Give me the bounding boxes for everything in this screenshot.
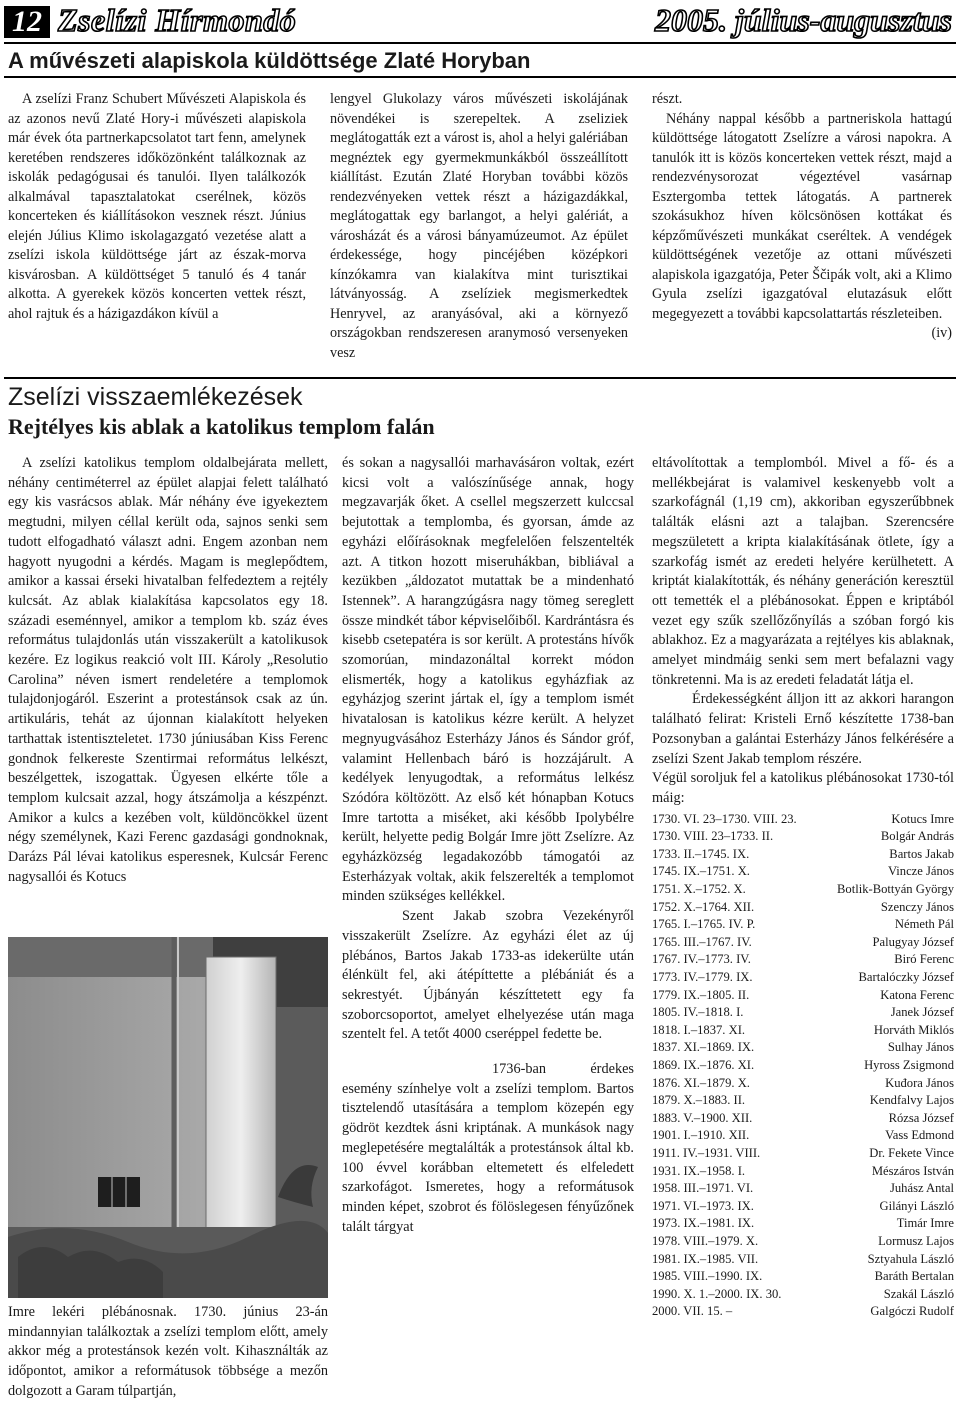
- list-item: [652, 1268, 954, 1286]
- paragraph: 1736-ban érdekes esemény színhelye volt a zselízi templom. Bartos tisztelendő utasítására a templom közepén egy gödröt kezdtek ásni kriptának. A munkások nagy meglepetésére megtalálták a protestánsok által kb. 100 évvel korábban eltemetett és elfeledett szarkofágot. Ismeretes, hogy a reformátusok minden képet, szobrot és fölöslegesen fényűzőnek talált tárgyat: [342, 1061, 634, 1235]
- paragraph: részt.: [652, 91, 683, 107]
- priest-name: Kuđora János: [885, 1075, 954, 1090]
- list-item: [652, 969, 954, 987]
- paragraph: [652, 110, 952, 341]
- priest-name: Galgóczi Rudolf: [870, 1304, 954, 1319]
- church-wall-photo: [8, 937, 328, 1298]
- priest-period: 1779. IX.–1805. II.: [652, 987, 750, 1002]
- priest-period: 1751. X.–1752. X.: [652, 882, 746, 897]
- priest-period: 1981. IX.–1985. VII.: [652, 1251, 759, 1266]
- priest-period: 1765. III.–1767. IV.: [652, 934, 752, 949]
- priest-period: 1879. X.–1883. II.: [652, 1093, 746, 1108]
- list-item: [652, 987, 954, 1005]
- priest-name: Botlik-Bottyán György: [837, 882, 954, 897]
- paragraph: [342, 907, 634, 1045]
- priest-name: Vincze János: [887, 864, 954, 879]
- article1-column-1: [8, 90, 306, 324]
- priest-name: Vass Edmond: [885, 1128, 954, 1143]
- priest-period: 1745. IX.–1751. X.: [652, 864, 750, 879]
- priest-period: 1958. III.–1971. VI.: [652, 1181, 754, 1196]
- priest-period: 1730. VI. 23–1730. VIII. 23.: [652, 811, 797, 826]
- list-item: [652, 881, 954, 899]
- list-item: [652, 1286, 954, 1304]
- publication-title: Zselízi Hírmondó: [58, 2, 297, 38]
- priest-name: Rózsa József: [888, 1110, 954, 1125]
- priest-period: 1869. IX.–1876. XI.: [652, 1057, 755, 1072]
- priest-name: Katona Ferenc: [880, 987, 954, 1002]
- priest-period: 1752. X.–1764. XII.: [652, 899, 755, 914]
- list-item: [652, 1092, 954, 1110]
- list-item: [652, 934, 954, 952]
- list-item: [652, 1303, 954, 1321]
- article-title: Rejtélyes kis ablak a katolikus templom falán: [8, 414, 435, 439]
- page-number: 12: [4, 6, 50, 38]
- list-item: [652, 951, 954, 969]
- priest-name: Palugyay József: [872, 934, 954, 949]
- title-rule: [4, 76, 956, 78]
- list-item: [652, 1075, 954, 1093]
- page-header: [0, 0, 960, 44]
- priest-period: 1901. I.–1910. XII.: [652, 1128, 750, 1143]
- list-item: [652, 811, 954, 829]
- paragraph: eltávolítottak a templomból. Mivel a fő- és a mellékbejárat is valamivel keskenyebb volt a szarkofágnál (1,19 cm), akkoriban egyszerűbbnek találták elásni azt a talajban. Szerencsére megszületett a kripta kialakításának ötlete, így a szarkofág ismét az eredeti helyére kerülhetett. A kriptát kialakították, és néhány generáción keresztül ott temették el a plébánosokat. Éppen e kriptából vezet egy szűk szellőzőnyílás a szóban forgó kis ablakhoz. Ez a magyarázata a rejtélyes kis ablaknak, amelyet mindmáig senki sem mert befalazni vagy tönkretenni. Ma is az eredeti feladatát látja el.: [652, 455, 954, 688]
- paragraph: és sokan a nagysallói marhavásáron voltak, ezért kicsi volt a valószínűsége annak, hogy megzavarják őket. A csellel megszerzett kulccsal bejutottak a templomba, és gyorsan, ámde az egyházi előírásoknak megfelelően felszentelték azt. A titkon hozott miseruhákban, bibliával a kezükben „áldozatot mutattak be a mindenható Istennek”. A harangzúgásra nagy tömeg sereglett össze mindkét tábor képviselőiből. Kardrántásra és kisebb csetepatéra is sor került. A protestáns hívők szomorúan, mindazonáltal korrekt módon elismerték, hogy a katolikus egyházfiak az egyházjog szerint jártak el, így a templom ismét hivatalosan is katolikus kézre került. A helyzet megnyugvásához Esterházy János és Sándor gróf, valamint Hellenbach báró is hozzájárult. A kedélyek lenyugodtak, a református lelkész Szódóra költözött. Az első két hónapban Kotucs Imre tartotta a miséket, aki később Ipolybélre került, helyette pedig Bolgár Imre jött Zselízre. Az egyházközség legadakozóbb támogatói az Esterházyak voltak, akik felszerelték a templomot minden szükséges kellékkel.: [342, 455, 634, 905]
- article2-column-2-continued: [342, 1060, 634, 1237]
- list-item: [652, 899, 954, 917]
- list-item: [652, 846, 954, 864]
- priest-period: 1767. IV.–1773. IV.: [652, 952, 751, 967]
- article2-column-1: [8, 454, 328, 887]
- priest-period: 1985. VIII.–1990. IX.: [652, 1269, 763, 1284]
- list-item: [652, 1145, 954, 1163]
- priest-name: Bolgár András: [880, 829, 954, 844]
- list-item: [652, 1163, 954, 1181]
- list-item: [652, 828, 954, 846]
- list-item: [652, 1110, 954, 1128]
- priest-period: 1765. I.–1765. IV. P.: [652, 917, 756, 932]
- priest-name: Janek József: [890, 1005, 954, 1020]
- list-item: [652, 863, 954, 881]
- paragraph: A zselízi Franz Schubert Művészeti Alapiskola és az azonos nevű Zlaté Hory-i művészeti alapiskola már évek óta partnerkapcsolatot tart fenn, amelynek keretében rendszeres időközönként találkoznak az iskolák pedagógusai és tanulói. Ilyen találkozók alkalmával tapasztalatokat cserélnek, közös koncerteken és kiállításokon vesznek részt. Június elején Július Klimo iskolagazgató vezetése alatt a zselízi iskola küldöttsége járt az észak-morva kisvárosban. A küldöttséget 5 tanuló és 4 tanár alkotta. A gyerekek közös koncerten vettek részt, ahol rajtuk és a házigazdákon kívül a: [8, 91, 306, 322]
- priest-name: Kendfalvy Lajos: [869, 1093, 954, 1108]
- priest-name: Biró Ferenc: [894, 952, 954, 967]
- article1-column-3: [652, 90, 952, 344]
- article-title: A művészeti alapiskola küldöttsége Zlaté Horyban: [8, 48, 531, 73]
- priest-name: Szenczy János: [880, 899, 954, 914]
- list-item: [652, 1233, 954, 1251]
- paragraph-text: Szent Jakab szobra Vezekényről visszakerült Zselízre. Az egyházi élet az új plébános, Bartos Jakab 1733-as idekerülte után élénkült fel, aki átépíttette a plébániát és a sekrestyét. Újbányán készíttetett egy fa szoborcsoportot, amelyet elhelyezése után maga szentelt fel. A tetőt 4000 cseréppel fedette be.: [342, 908, 634, 1043]
- church-window-image: [8, 937, 328, 1298]
- priest-period: 1818. I.–1837. XI.: [652, 1022, 746, 1037]
- priest-name: Sulhay János: [887, 1040, 954, 1055]
- paragraph: Imre lekéri plébánosnak. 1730. június 23-án mindannyian találkoztak a zselízi templom előtt, amely akkor még a protestánsok kezén volt. Kihasználták az időpontot, amikor a reformátusok többsége a mezőn dolgozott a Garam túlpartján,: [8, 1304, 328, 1399]
- paragraph: Végül soroljuk fel a katolikus plébánosokat 1730-tól máig:: [652, 770, 954, 806]
- priest-period: 1931. IX.–1958. I.: [652, 1163, 746, 1178]
- list-item: [652, 1127, 954, 1145]
- priest-name: Kotucs Imre: [891, 811, 954, 826]
- priest-period: 1971. VI.–1973. IX.: [652, 1198, 754, 1213]
- priest-name: Horváth Miklós: [873, 1022, 954, 1037]
- priest-name: Németh Pál: [894, 917, 954, 932]
- list-item: [652, 1180, 954, 1198]
- priest-period: 1876. XI.–1879. X.: [652, 1075, 750, 1090]
- author-signature: (iv): [931, 325, 952, 341]
- list-item: [652, 1039, 954, 1057]
- priest-name: Szakál László: [883, 1286, 954, 1301]
- issue-date: 2005. július-augusztus: [654, 2, 952, 38]
- priest-period: 1973. IX.–1981. IX.: [652, 1216, 755, 1231]
- priest-period: 1883. V.–1900. XII.: [652, 1110, 753, 1125]
- priest-name: Sztyahula László: [867, 1251, 954, 1266]
- article2-column-2: [342, 454, 634, 1045]
- priest-name: Bartos Jakab: [889, 846, 954, 861]
- list-item: [652, 1198, 954, 1216]
- list-item: [652, 1004, 954, 1022]
- list-item: [652, 1251, 954, 1269]
- priest-period: 1911. IV.–1931. VIII.: [652, 1145, 761, 1160]
- priest-period: 1730. VIII. 23–1733. II.: [652, 829, 774, 844]
- priest-name: Dr. Fekete Vince: [869, 1145, 954, 1160]
- priest-period: 1773. IV.–1779. IX.: [652, 970, 753, 984]
- priest-period: 1978. VIII.–1979. X.: [652, 1233, 759, 1248]
- paragraph: Érdekességként álljon itt az akkori harangon található felirat: Kristeli Ernő készítette 1738-ban Pozsonyban a galántai Esterházy János felkérésére a zselízi Szent Jakab templom részére.: [652, 691, 954, 767]
- paragraph-text: Néhány nappal később a partneriskola hattagú küldöttsége látogatott Zselízre a városi napokra. A tanulók itt is közös koncerteken vettek részt, majd a rendezvénysorozat végeztével vasárnap Esztergomba tettek látogatás. A partnerek szokásukhoz híven kölcsönösen kottákat és képzőművészeti munkákat cseréltek. A vendégek küldöttségének vezetője az ottani művészeti alapiskola igazgatója, Peter Ščipák volt, aki a Klimo Gyula zselízi igazgatóval elutazásuk előtt megegyezett a további kapcsolattartás részleteiben.: [652, 110, 952, 322]
- priest-name: Juhász Antal: [889, 1181, 954, 1196]
- priest-name: Gilányi László: [879, 1198, 954, 1213]
- priest-period: 1733. II.–1745. IX.: [652, 846, 750, 861]
- priest-name: Bartalóczky József: [858, 970, 954, 984]
- paragraph: A zselízi katolikus templom oldalbejárata mellett, néhány centiméterrel az épület alapjai felett található egy kis vasrácsos ablak. Már néhány éve igyekeztem megtudni, milyen céllal került oda, sajnos senki sem tudott elfogadható választ adni. Engem azonban nem hagyott nyugodni a kérdés. Magam is meglepődtem, amikor a kassai érseki hivatalban felfedeztem a rejtély kulcsát. Az ablak kialakítása kapcsolatos egy 18. századi eseménnyel, amikor a templom kb. száz éves református tulajdonlás után visszakerült a katolikusok kezére. Ez logikus reakció volt III. Károly „Resolutio Carolina” néven ismert rendeletére a templomok tulajdonjogáról. Eszerint a protestánsok csak az ún. artikuláris, tehát az újonnan kialakított helyeken tarthattak istentiszteletet. 1730 júniusában Kiss Ferenc gondnok felkereste Szentirmai református lelkészt, beszélgettek, iszogattak. Ügyesen elkérte tőle a templom kulcsait azzal, hogy átszámolja a készpénzt. Amikor a kulcs a kezében volt, küldöncökkel üzent négy személynek, Kazi Ferenc gazdasági gondnoknak, Darázs Pál lévai katolikus esperesnek, Kulcsár Ferenc nagysallói és Kotucs: [8, 455, 328, 885]
- article2-column-3: [652, 454, 954, 1321]
- list-item: [652, 1057, 954, 1075]
- section-kicker: Zselízi visszaemlékezések: [8, 383, 303, 411]
- article2-column-1-continued: [8, 1303, 328, 1402]
- priest-period: 1837. XI.–1869. IX.: [652, 1040, 755, 1055]
- priest-name: Baráth Bertalan: [874, 1269, 954, 1284]
- priest-period: 1805. IV.–1818. I.: [652, 1005, 744, 1020]
- priest-list: [652, 811, 954, 1321]
- priest-name: Mészáros István: [871, 1163, 954, 1178]
- list-item: [652, 916, 954, 934]
- priest-name: Lormusz Lajos: [878, 1233, 954, 1248]
- priest-name: Hyross Zsigmond: [864, 1057, 954, 1072]
- list-item: [652, 1022, 954, 1040]
- priest-name: Timár Imre: [896, 1216, 954, 1231]
- priest-period: 1990. X. 1.–2000. IX. 30.: [652, 1286, 782, 1301]
- header-rule: [4, 42, 956, 44]
- priest-period: 2000. VII. 15. –: [652, 1304, 733, 1319]
- section-rule: [4, 377, 956, 379]
- list-item: [652, 1215, 954, 1233]
- article1-column-2: [330, 90, 628, 363]
- paragraph: lengyel Glukolazy város művészeti iskolájának növendékei is szerepeltek. A zseliziek meglátogatták ezt a várost is, ahol a helyi galériában megnéztek egy gyermekmunkákból összeállított kiállítást. Ezután Zlaté Horyban további közös rendezvényeken vettek részt a házigazdákkal, meglátogattak egy barlangot, a helyi galériát, a városházát és a városi bányamúzeumot. Az épület érdekessége, hogy pincéjében középkori kínzókamra van kialakítva mint turisztikai látványosság. A zselíziek megismerkedtek Henryvel, az aranyásóval, aki a környező országokban rendszeresen aranymosó versenyeken vesz: [330, 91, 628, 361]
